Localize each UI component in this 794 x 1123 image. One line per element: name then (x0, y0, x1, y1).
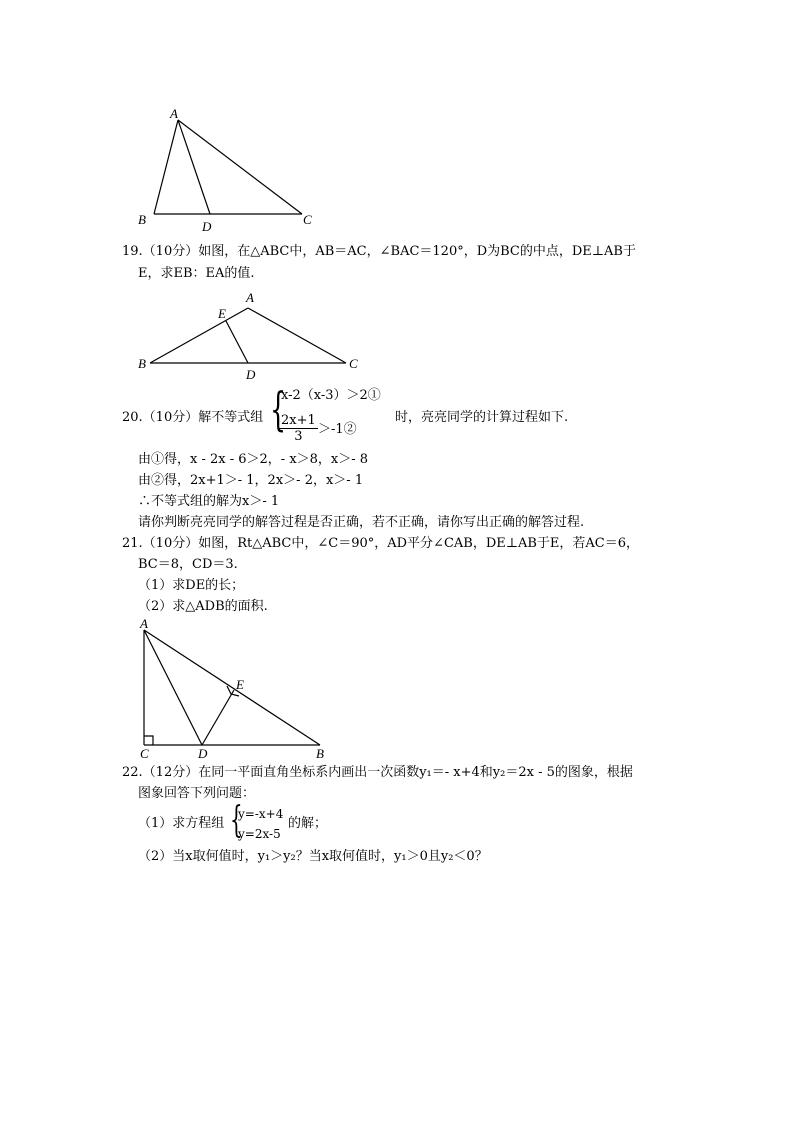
q20-step1: 由①得，x - 2x - 6＞2，- x＞8，x＞- 8 (138, 452, 369, 467)
q20-fraction-denominator: 3 (294, 429, 303, 444)
q20-inequality-1: x-2（x-3）＞2① (281, 388, 381, 403)
label-b: B (138, 356, 146, 371)
label-d: D (246, 367, 256, 382)
label-c: C (140, 746, 149, 761)
q21-sub1: （1）求DE的长； (138, 578, 245, 593)
label-a: A (170, 106, 178, 121)
q20-prefix: 20.（10分）解不等式组 (122, 410, 264, 425)
q21-line1: 21.（10分）如图，Rt△ABC中，∠C＝90°，AD平分∠CAB，DE⊥AB于E，若AC＝6， (122, 536, 640, 551)
q21-sub2: （2）求△ADB的面积. (138, 599, 268, 614)
figure-triangle-abd-c (130, 100, 330, 240)
q21-line2: BC＝8，CD＝3. (138, 557, 238, 572)
label-a: A (140, 616, 148, 631)
label-c: C (303, 212, 312, 227)
label-e: E (236, 677, 244, 692)
q22-line2: 图象回答下列问题： (138, 786, 256, 801)
label-e: E (218, 306, 226, 321)
q20-inequality-2: ＞-1② (318, 422, 357, 437)
label-b: B (316, 746, 324, 761)
label-a: A (246, 290, 254, 305)
q19-line2: E，求EB：EA的值. (138, 266, 255, 281)
right-angle-mark-c (144, 736, 153, 745)
q22-system-brace: { (230, 800, 243, 841)
label-c: C (349, 356, 358, 371)
q20-step3: ∴不等式组的解为x＞- 1 (138, 494, 280, 509)
label-d: D (198, 746, 208, 761)
q19-line1: 19.（10分）如图，在△ABC中，AB＝AC，∠BAC＝120°，D为BC的中点，DE⊥AB于 (122, 244, 636, 259)
q22-line1: 22.（12分）在同一平面直角坐标系内画出一次函数y₁＝- x+4和y₂＝2x - 5的图象，根据 (122, 765, 633, 780)
q20-suffix: 时，亮亮同学的计算过程如下. (395, 410, 569, 425)
q22-equation-1: y=-x+4 (238, 807, 284, 821)
q22-sub1-prefix: （1）求方程组 (138, 816, 225, 831)
figure-triangle-abc-with-e (130, 288, 370, 383)
q22-sub1-suffix: 的解； (288, 816, 328, 831)
label-d: D (202, 219, 212, 234)
q20-system-brace: { (270, 382, 287, 436)
q22-sub2: （2）当x取何值时，y₁＞y₂？当x取何值时，y₁＞0且y₂＜0？ (138, 849, 488, 864)
triangle-lines (154, 120, 302, 214)
q20-fraction (279, 413, 318, 444)
q20-fraction-numerator: 2x+1 (281, 413, 316, 428)
label-b: B (138, 212, 146, 227)
q22-equation-2: y=2x-5 (238, 827, 281, 841)
figure-right-triangle (130, 614, 350, 764)
triangle-lines (150, 308, 346, 363)
q20-step2: 由②得，2x+1＞- 1，2x＞- 2，x＞- 1 (138, 473, 364, 488)
triangle-lines (144, 630, 320, 745)
q20-ask: 请你判断亮亮同学的解答过程是否正确，若不正确，请你写出正确的解答过程. (138, 515, 585, 530)
